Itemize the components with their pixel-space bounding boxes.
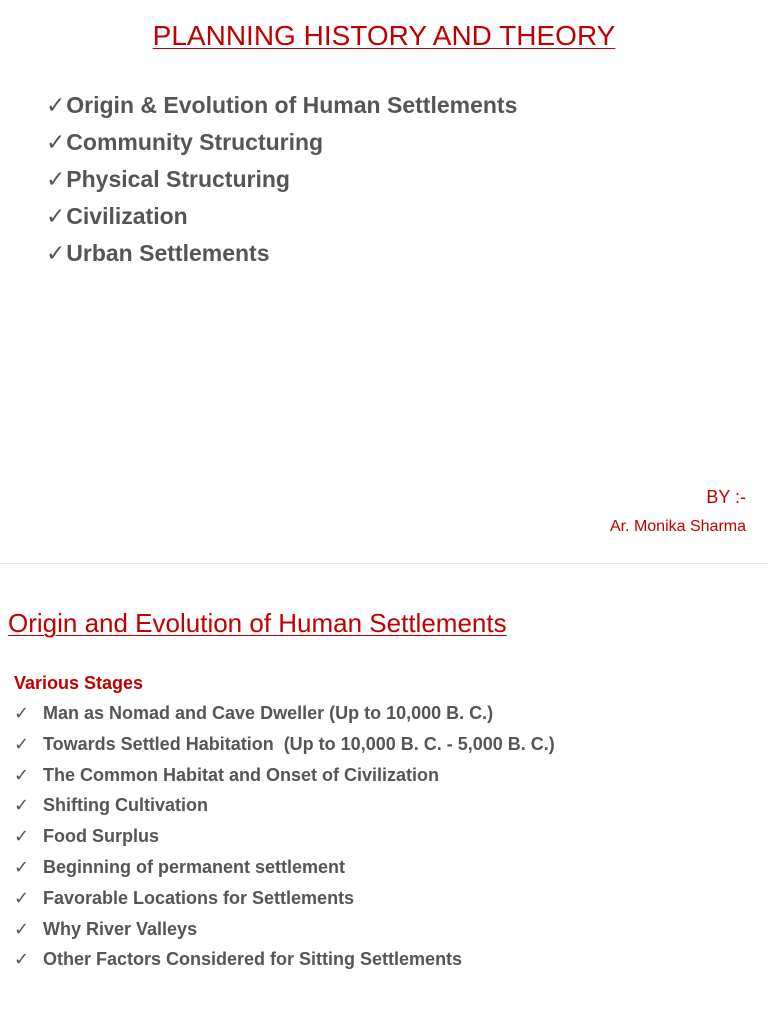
stages-list	[14, 698, 555, 975]
stage-label: Other Factors Considered for Sitting Settlements	[43, 949, 463, 970]
topic-list	[46, 87, 517, 272]
list-item	[14, 944, 555, 975]
stage-label: Food Surplus	[43, 826, 159, 847]
list-item	[14, 914, 555, 945]
topic-label: Civilization	[66, 203, 188, 229]
list-item	[14, 698, 555, 729]
topic-label: Community Structuring	[66, 129, 324, 155]
stage-label: Shifting Cultivation	[43, 795, 208, 816]
slide-origin-evolution	[0, 576, 768, 1024]
list-item	[46, 235, 517, 272]
list-item	[14, 821, 555, 852]
checkmark-icon: ✓	[46, 92, 66, 118]
checkmark-icon: ✓	[46, 129, 66, 155]
stage-label: Towards Settled Habitation (Up to 10,000 B. C. - 5,000 B. C.)	[43, 733, 555, 754]
by-label: BY :-	[706, 487, 746, 507]
topic-label: Physical Structuring	[66, 166, 290, 192]
list-item	[14, 760, 555, 791]
checkmark-icon: ✓	[14, 826, 30, 847]
stage-label: Man as Nomad and Cave Dweller (Up to 10,000 B. C.)	[43, 703, 494, 723]
checkmark-icon: ✓	[46, 240, 66, 266]
checkmark-icon: ✓	[14, 887, 30, 908]
list-item	[46, 87, 517, 124]
checkmark-icon: ✓	[14, 703, 30, 723]
stage-label: Why River Valleys	[43, 918, 198, 939]
list-item	[14, 883, 555, 914]
section-title: Origin and Evolution of Human Settlements	[8, 608, 507, 638]
checkmark-icon: ✓	[14, 918, 30, 939]
stage-label: Beginning of permanent settlement	[43, 856, 346, 877]
topic-label: Origin & Evolution of Human Settlements	[66, 92, 518, 118]
checkmark-icon: ✓	[14, 764, 30, 785]
slide-title-heading: PLANNING HISTORY AND THEORY	[152, 20, 616, 51]
list-item	[14, 729, 555, 760]
list-item	[46, 198, 517, 235]
stage-label: The Common Habitat and Onset of Civilization	[43, 764, 440, 785]
list-item	[46, 161, 517, 198]
slide-divider	[0, 563, 768, 564]
list-item	[14, 790, 555, 821]
list-item	[46, 124, 517, 161]
list-item	[14, 852, 555, 883]
stages-heading: Various Stages	[14, 673, 144, 693]
author-name: Ar. Monika Sharma	[609, 518, 746, 535]
stage-label: Favorable Locations for Settlements	[43, 887, 355, 908]
checkmark-icon: ✓	[14, 949, 30, 970]
checkmark-icon: ✓	[14, 856, 30, 877]
topic-label: Urban Settlements	[66, 240, 270, 266]
checkmark-icon: ✓	[46, 203, 66, 229]
checkmark-icon: ✓	[14, 733, 30, 754]
checkmark-icon: ✓	[14, 795, 30, 816]
checkmark-icon: ✓	[46, 166, 66, 192]
